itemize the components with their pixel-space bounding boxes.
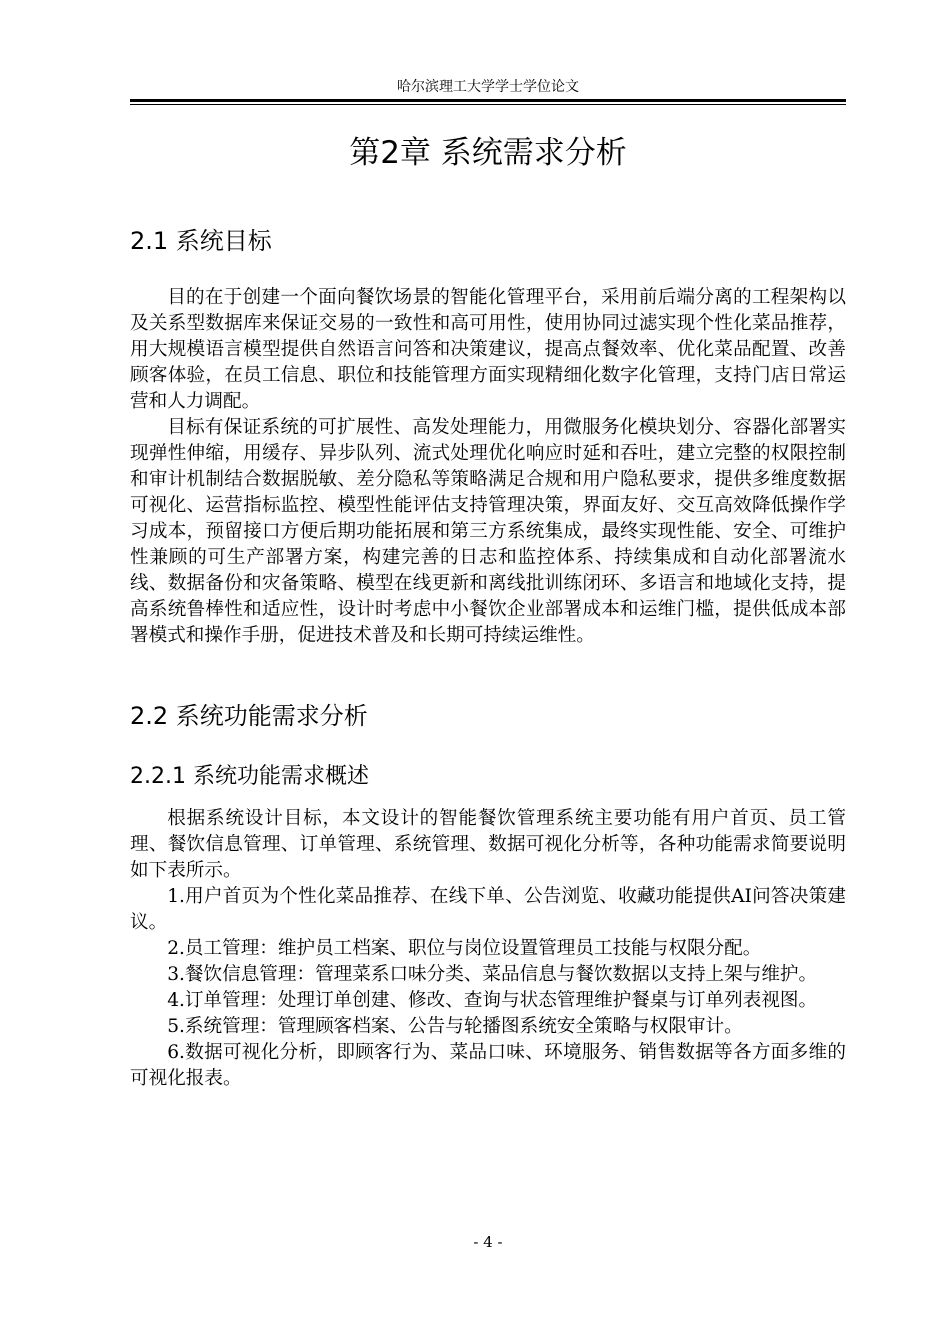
- list-item: 5.系统管理：管理顾客档案、公告与轮播图系统安全策略与权限审计。: [167, 1016, 743, 1037]
- chapter-title: 第2章 系统需求分析: [349, 135, 627, 171]
- section-heading-2-2-1: 2.2.1 系统功能需求概述: [130, 764, 369, 789]
- section-heading-2-1: 2.1 系统目标: [130, 227, 272, 255]
- section-2-1-body: [130, 285, 846, 649]
- section-heading-2-2: 2.2 系统功能需求分析: [130, 702, 368, 730]
- header-rule-thin: [130, 104, 846, 105]
- paragraph: 目的在于创建一个面向餐饮场景的智能化管理平台，采用前后端分离的工程架构以及关系型数据库来保证交易的一致性和高可用性，使用协同过滤实现个性化菜品推荐，用大规模语言模型提供自然语言问答和决策建议，提高点餐效率、优化菜品配置、改善顾客体验，在员工信息、职位和技能管理方面实现精细化数字化管理，支持门店日常运营和人力调配。: [130, 287, 846, 412]
- list-item: 6.数据可视化分析，即顾客行为、菜品口味、环境服务、销售数据等各方面多维的可视化报表。: [130, 1042, 846, 1089]
- list-item: 1.用户首页为个性化菜品推荐、在线下单、公告浏览、收藏功能提供AI问答决策建议。: [130, 886, 846, 933]
- paragraph: 目标有保证系统的可扩展性、高发处理能力，用微服务化模块划分、容器化部署实现弹性伸缩，用缓存、异步队列、流式处理优化响应时延和吞吐，建立完整的权限控制和审计机制结合数据脱敏、差分隐私等策略满足合规和用户隐私要求，提供多维度数据可视化、运营指标监控、模型性能评估支持管理决策，界面友好、交互高效降低操作学习成本，预留接口方便后期功能拓展和第三方系统集成，最终实现性能、安全、可维护性兼顾的可生产部署方案，构建完善的日志和监控体系、持续集成和自动化部署流水线、数据备份和灾备策略、模型在线更新和离线批训练闭环、多语言和地域化支持，提高系统鲁棒性和适应性，设计时考虑中小餐饮企业部署成本和运维门槛，提供低成本部署模式和操作手册，促进技术普及和长期可持续运维性。: [130, 417, 846, 646]
- section-2-2-1-body: [130, 806, 846, 1092]
- list-item: 3.餐饮信息管理：管理菜系口味分类、菜品信息与餐饮数据以支持上架与维护。: [167, 964, 818, 985]
- header-rule-thick: [130, 99, 846, 102]
- list-item: 4.订单管理：处理订单创建、修改、查询与状态管理维护餐桌与订单列表视图。: [167, 990, 818, 1011]
- list-item: 2.员工管理：维护员工档案、职位与岗位设置管理员工技能与权限分配。: [167, 938, 762, 959]
- page-number: - 4 -: [473, 1233, 503, 1251]
- page-header: 哈尔滨理工大学学士学位论文: [397, 79, 579, 95]
- paragraph: 根据系统设计目标，本文设计的智能餐饮管理系统主要功能有用户首页、员工管理、餐饮信息管理、订单管理、系统管理、数据可视化分析等，各种功能需求简要说明如下表所示。: [130, 808, 846, 881]
